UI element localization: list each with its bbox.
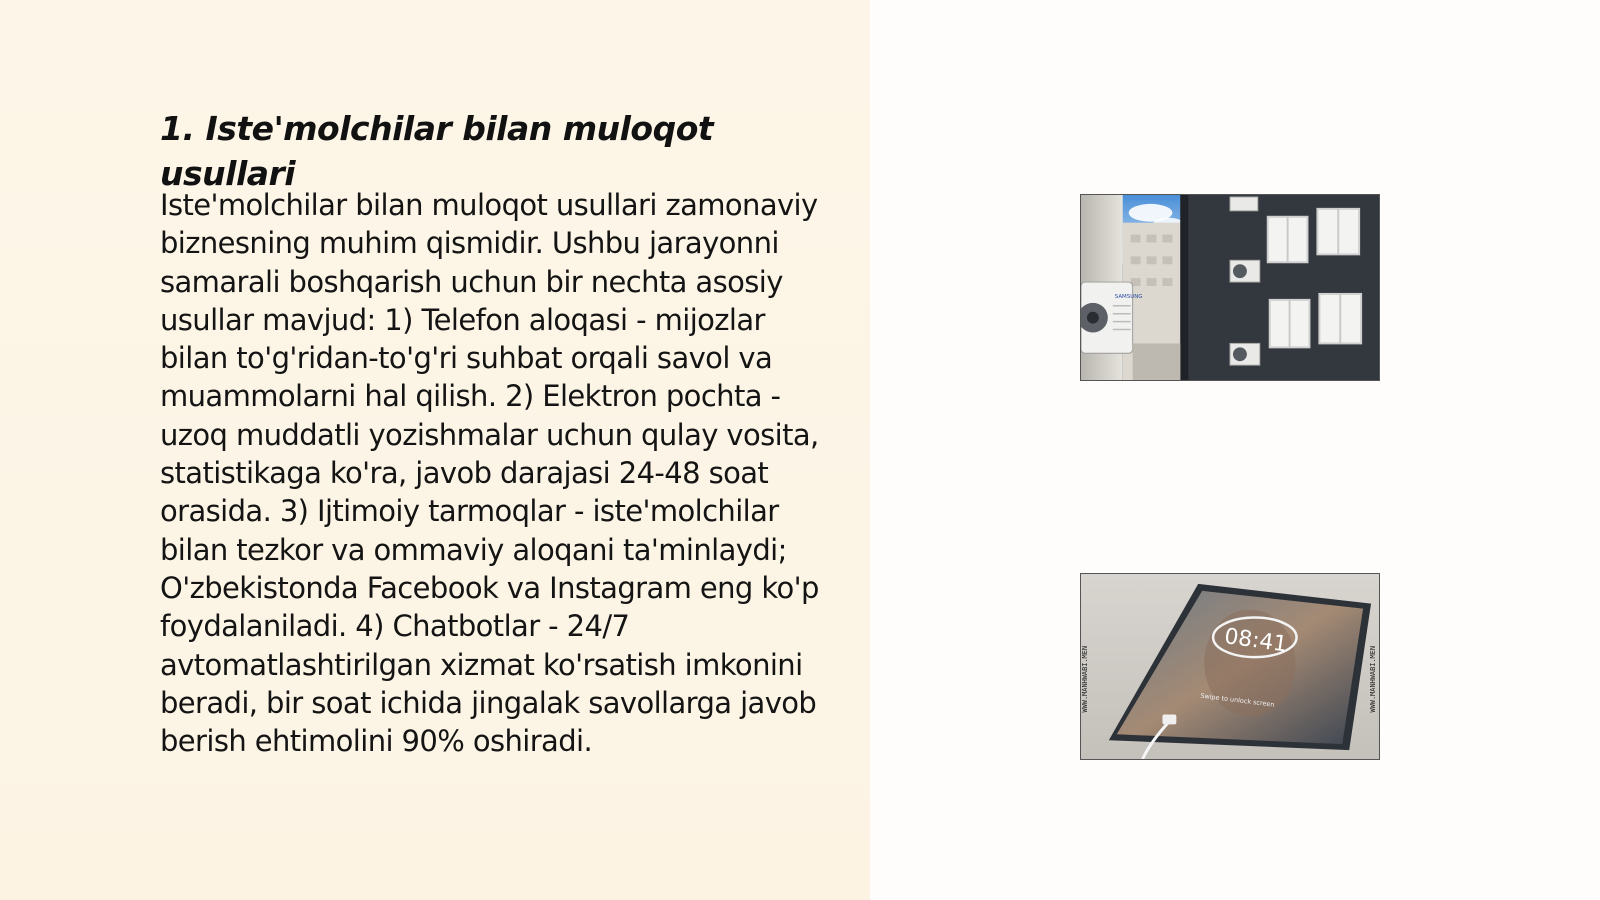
- building-ac-units-image: [1080, 194, 1380, 381]
- slide-body-text: Iste'molchilar bilan muloqot usullari zamonaviy biznesning muhim qismidir. Ushbu jarayonni samarali boshqarish uchun bir nechta asosiy usullar mavjud: 1) Telefon aloqasi - mijozlar bilan to'g'ridan-to'g'ri suhbat orqali savol va muammolarni hal qilish. 2) Elektron pochta - uzoq muddatli yozishmalar uchun qulay vosita, statistikaga ko'ra, javob darajasi 24-48 soat orasida. 3) Ijtimoiy tarmoqlar - iste'molchilar bilan tezkor va ommaviy aloqani ta'minlaydi; O'zbekistonda Facebook va Instagram eng ko'p foydalaniladi. 4) Chatbotlar - 24/7 avtomatlashtirilgan xizmat ko'rsatish imkonini beradi, bir soat ichida jingalak savollarga javob berish ehtimolini 90% oshiradi.: [160, 188, 819, 759]
- tablet-clock: 08:41: [1222, 624, 1289, 658]
- tablet-unlock-hint: Swipe to unlock screen: [1199, 691, 1275, 709]
- ac-brand-label: SAMSUNG: [1114, 293, 1143, 300]
- slide-title: 1. Iste'molchilar bilan muloqot usullari: [160, 109, 714, 193]
- watermark-right: WWW.MANHWABI.MEN: [1369, 645, 1378, 713]
- building-illustration: [1081, 195, 1379, 380]
- right-panel: [870, 0, 1600, 900]
- tablet-illustration: [1081, 574, 1379, 759]
- tablet-lockscreen-image: [1080, 573, 1380, 760]
- watermark-left: WWW.MANHWABI.MEN: [1081, 645, 1089, 713]
